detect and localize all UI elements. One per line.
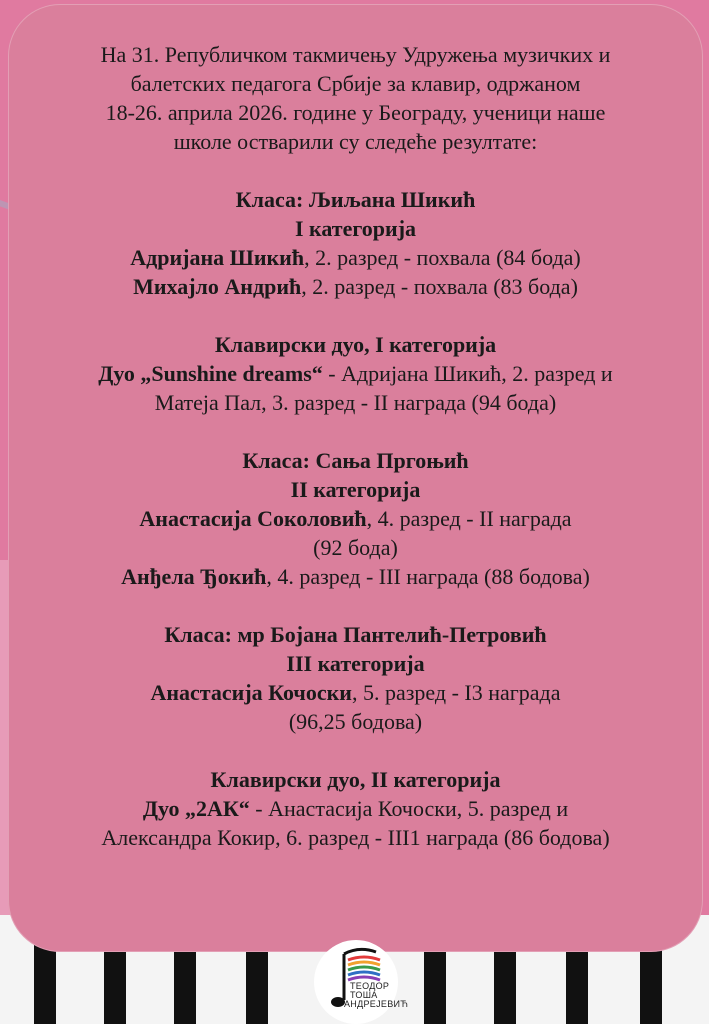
result-line-text: , 5. разред - I3 награда (351, 680, 561, 705)
result-line-bold: Дуо „2АК“ (142, 796, 250, 821)
result-line-bold: Анастасија Кочоски (150, 680, 352, 705)
result-line (8, 475, 703, 504)
section-gap (8, 301, 703, 330)
result-line (8, 794, 703, 823)
section-gap (8, 736, 703, 765)
result-line (8, 359, 703, 388)
result-line (8, 649, 703, 678)
result-line-bold: II категорија (290, 477, 421, 502)
result-line-bold: Адријана Шикић (130, 245, 305, 270)
result-line-bold: Класа: Сања Пргоњић (242, 448, 469, 473)
school-logo (314, 940, 409, 1024)
result-line (8, 330, 703, 359)
result-line-bold: Анастасија Соколовић (139, 506, 367, 531)
result-line-bold: Дуо „Sunshine dreams“ (98, 361, 323, 386)
result-line (8, 446, 703, 475)
result-line-text: Александра Кокир, 6. разред - III1 награда (86 бодова) (101, 825, 610, 850)
result-line (8, 185, 703, 214)
intro-line: школе остварили су следеће резултате: (173, 129, 538, 154)
result-line-bold: Клавирски дуо, II категорија (210, 767, 501, 792)
result-line-bold: Клавирски дуо, I категорија (214, 332, 497, 357)
result-line (8, 388, 703, 417)
result-line-text: Матеја Пал, 3. разред - II награда (94 бода) (154, 390, 557, 415)
result-line-bold: III категорија (286, 651, 425, 676)
result-line (8, 765, 703, 794)
result-line (8, 243, 703, 272)
result-line (8, 678, 703, 707)
result-line-bold: Класа: мр Бојана Пантелић-Петровић (164, 622, 547, 647)
result-line (8, 533, 703, 562)
result-line-text: , 2. разред - похвала (83 бода) (301, 274, 578, 299)
result-line-text: - Анастасија Кочоски, 5. разред и (249, 796, 569, 821)
result-line-text: , 4. разред - II награда (366, 506, 572, 531)
result-line (8, 620, 703, 649)
logo-text-line-1: ТЕОДОР (350, 981, 390, 991)
results-card (8, 4, 703, 952)
result-line (8, 504, 703, 533)
intro-line: балетских педагога Србије за клавир, одржаном (130, 71, 581, 96)
logo-text-line-2: ТОША (350, 990, 378, 1000)
section-gap (8, 417, 703, 446)
result-line-text: , 4. разред - III награда (88 бодова) (266, 564, 590, 589)
section-gap (8, 591, 703, 620)
result-line (8, 707, 703, 736)
result-line-bold: Михајло Андрић (133, 274, 302, 299)
section-gap (8, 156, 703, 185)
result-line (8, 214, 703, 243)
intro-line: На 31. Републичком такмичењу Удружења музичких и (100, 42, 611, 67)
result-line (8, 562, 703, 591)
result-line-bold: I категорија (294, 216, 417, 241)
result-line (8, 823, 703, 852)
result-line-bold: Анђела Ђокић (121, 564, 267, 589)
result-line-text: , 2. разред - похвала (84 бода) (304, 245, 581, 270)
logo-text-line-3: АНДРЕЈЕВИЋ (344, 999, 409, 1009)
result-line-text: (92 бода) (313, 535, 398, 560)
results-text (8, 40, 703, 852)
result-line-text: (96,25 бодова) (288, 709, 423, 734)
result-line-text: - Адријана Шикић, 2. разред и (322, 361, 613, 386)
result-line-bold: Класа: Љиљана Шикић (235, 187, 476, 212)
result-line (8, 272, 703, 301)
intro-line: 18-26. априла 2026. године у Београду, ученици наше (105, 100, 606, 125)
